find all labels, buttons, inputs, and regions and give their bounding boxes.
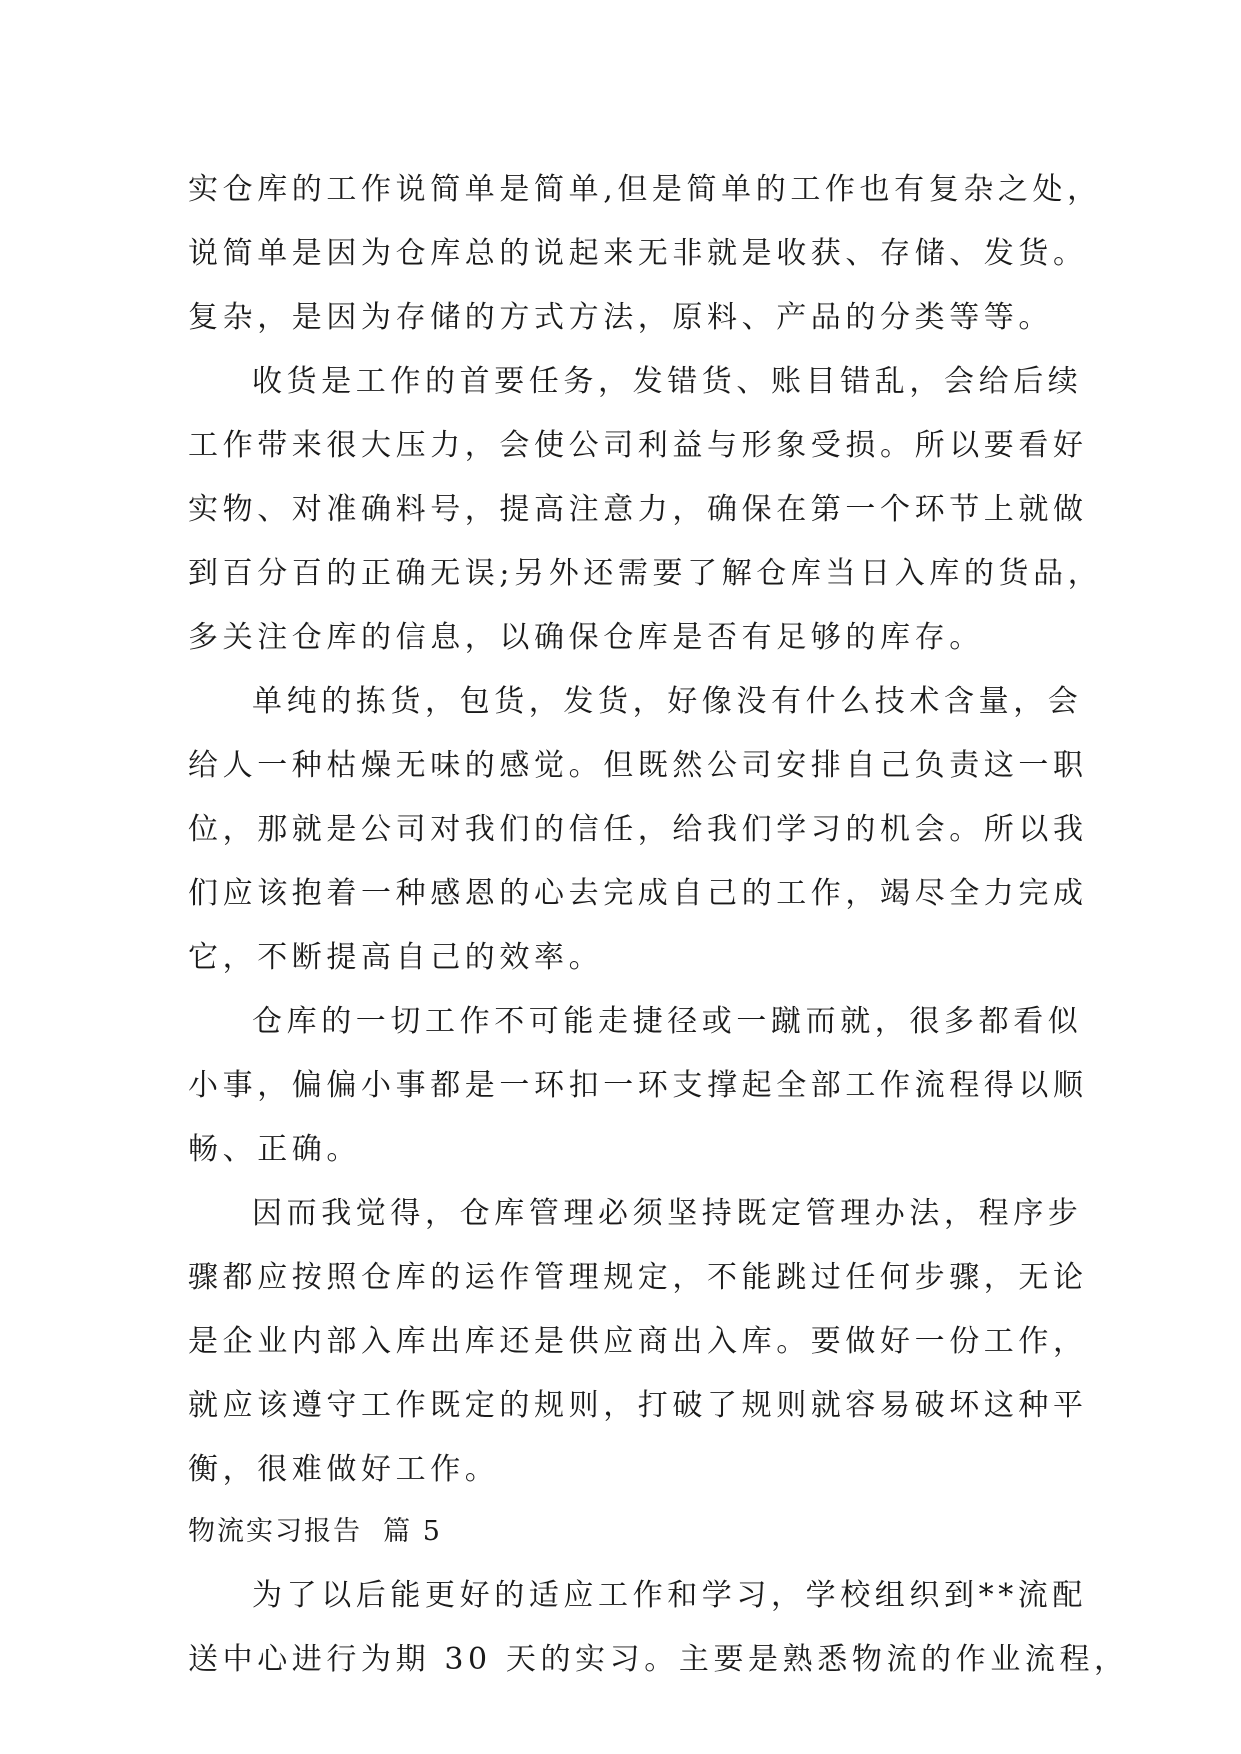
text-line: 位，那就是公司对我们的信任，给我们学习的机会。所以我 xyxy=(188,812,1088,847)
text-line: 到百分百的正确无误;另外还需要了解仓库当日入库的货品， xyxy=(188,556,1103,591)
text-line: 多关注仓库的信息，以确保仓库是否有足够的库存。 xyxy=(188,620,984,655)
text-line: 骤都应按照仓库的运作管理规定，不能跳过任何步骤，无论 xyxy=(188,1260,1088,1295)
text-line: 复杂，是因为存储的方式方法，原料、产品的分类等等。 xyxy=(188,300,1053,335)
paragraph-first-line: 因而我觉得，仓库管理必须坚持既定管理办法，程序步 xyxy=(252,1196,1083,1231)
text-line: 给人一种枯燥无味的感觉。但既然公司安排自己负责这一职 xyxy=(188,748,1088,783)
text-line: 实物、对准确料号，提高注意力，确保在第一个环节上就做 xyxy=(188,492,1088,527)
paragraph-first-line: 仓库的一切工作不可能走捷径或一蹴而就，很多都看似 xyxy=(252,1004,1083,1039)
text-line: 说简单是因为仓库总的说起来无非就是收获、存储、发货。 xyxy=(188,236,1088,271)
text-line: 小事，偏偏小事都是一环扣一环支撑起全部工作流程得以顺 xyxy=(188,1068,1088,1103)
text-line: 就应该遵守工作既定的规则，打破了规则就容易破坏这种平 xyxy=(188,1388,1088,1423)
text-line: 实仓库的工作说简单是简单,但是简单的工作也有复杂之处， xyxy=(188,172,1102,207)
section-heading: 物流实习报告 篇 5 xyxy=(188,1516,442,1547)
text-line: 是企业内部入库出库还是供应商出入库。要做好一份工作， xyxy=(188,1324,1088,1359)
paragraph-first-line: 为了以后能更好的适应工作和学习，学校组织到**流配 xyxy=(252,1578,1087,1613)
paragraph-first-line: 单纯的拣货，包货，发货，好像没有什么技术含量，会 xyxy=(252,684,1083,719)
text-line: 送中心进行为期 30 天的实习。主要是熟悉物流的作业流程， xyxy=(188,1642,1129,1677)
text-line: 们应该抱着一种感恩的心去完成自己的工作，竭尽全力完成 xyxy=(188,876,1088,911)
paragraph-first-line: 收货是工作的首要任务，发错货、账目错乱，会给后续 xyxy=(252,364,1083,399)
text-line: 它，不断提高自己的效率。 xyxy=(188,940,604,975)
text-line: 工作带来很大压力，会使公司利益与形象受损。所以要看好 xyxy=(188,428,1088,463)
text-line: 畅、正确。 xyxy=(188,1132,361,1167)
text-line: 衡，很难做好工作。 xyxy=(188,1452,500,1487)
